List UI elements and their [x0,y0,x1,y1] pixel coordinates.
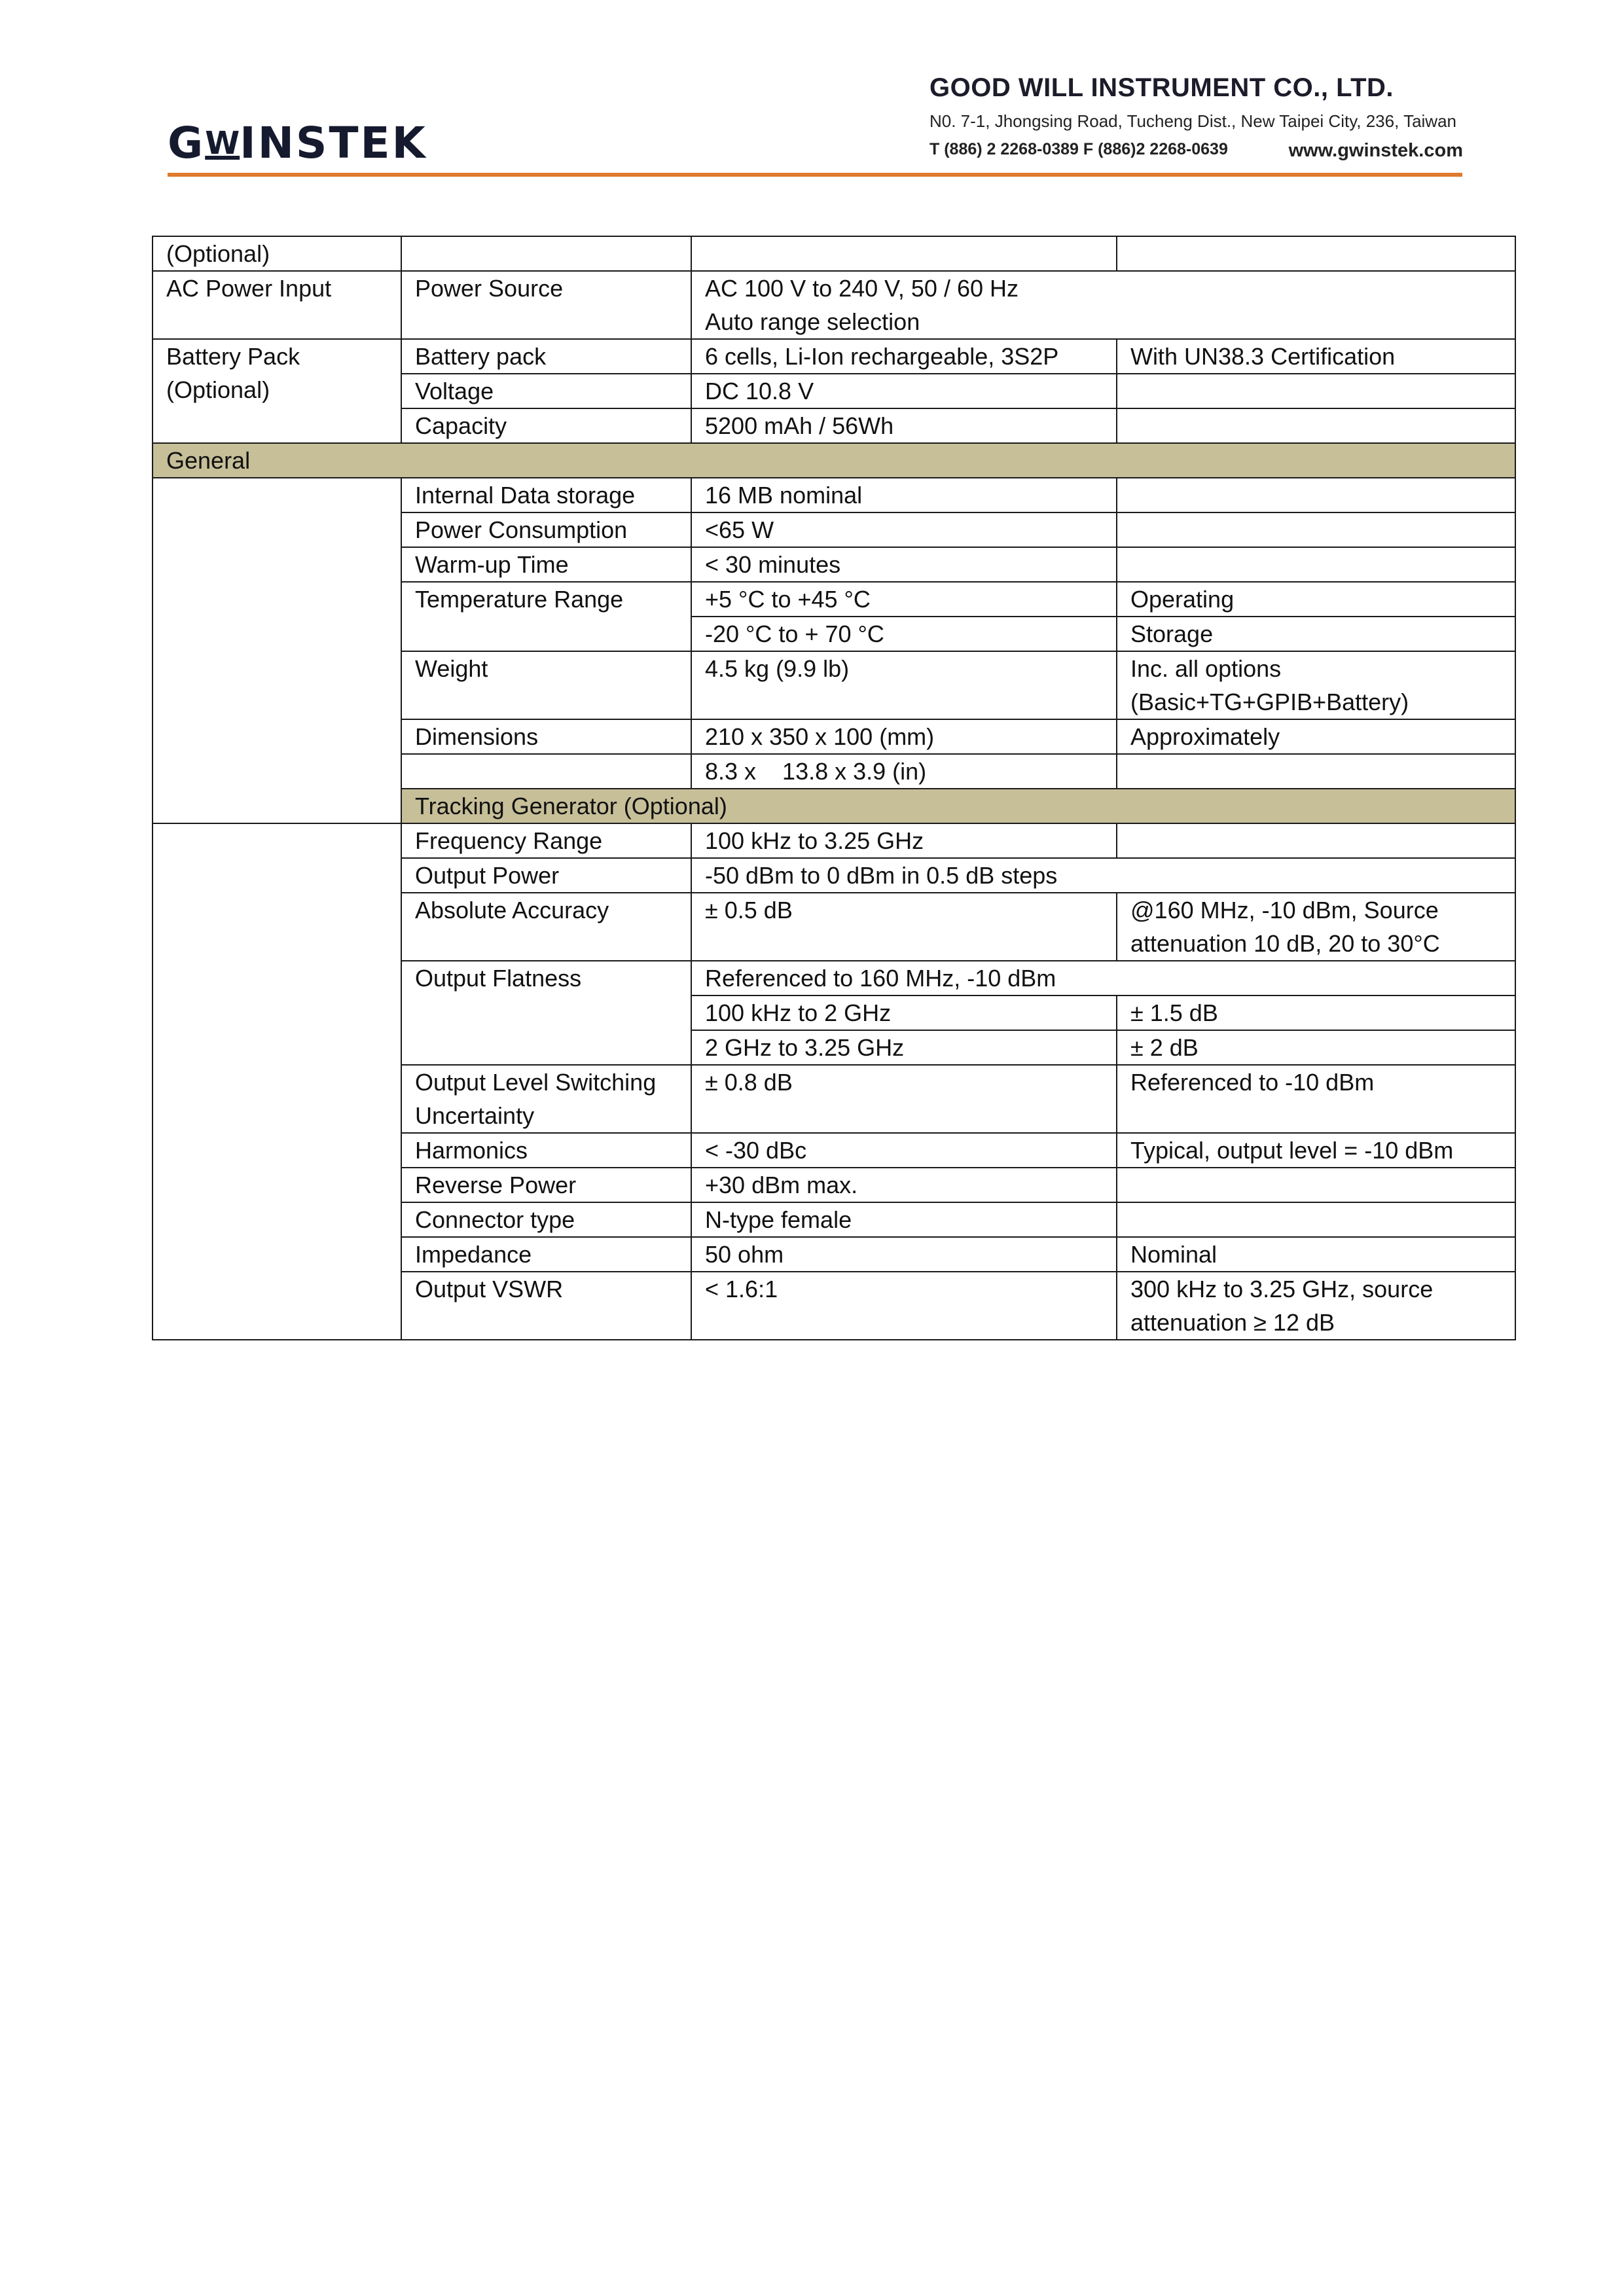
note-cell: ± 2 dB [1117,1030,1515,1065]
section-header-general [153,443,1515,478]
empty-cell [1117,408,1515,443]
param-cell: Dimensions [401,719,691,754]
empty-cell [153,478,401,823]
company-address: N0. 7-1, Jhongsing Road, Tucheng Dist., New Taipei City, 236, Taiwan [929,111,1456,131]
note-cell: Approximately [1117,719,1515,754]
logo-word-instek: INSTEK [240,118,427,168]
param-cell: Harmonics [401,1133,691,1168]
param-line: Output Level Switching [415,1069,657,1096]
logo-letter-w: W [205,125,240,162]
value-cell: 5200 mAh / 56Wh [691,408,1117,443]
param-cell: Temperature Range [401,582,691,651]
empty-cell [1117,547,1515,582]
empty-cell [401,754,691,789]
empty-cell [1117,1168,1515,1202]
empty-cell [401,236,691,271]
value-cell: 8.3 x 13.8 x 3.9 (in) [691,754,1117,789]
logo-letter-g: G [168,118,206,168]
note-line: attenuation 10 dB, 20 to 30°C [1130,930,1440,957]
value-cell: < -30 dBc [691,1133,1117,1168]
param-cell [401,1065,691,1133]
company-name: GOOD WILL INSTRUMENT CO., LTD. [929,73,1394,102]
value-cell: <65 W [691,512,1117,547]
value-cell: < 1.6:1 [691,1272,1117,1340]
param-cell: Capacity [401,408,691,443]
note-cell [1117,651,1515,719]
param-cell: Power Source [401,271,691,339]
table-row [153,271,1515,339]
note-cell [1117,893,1515,961]
empty-cell [691,236,1117,271]
note-line: 300 kHz to 3.25 GHz, source [1130,1276,1434,1302]
note-cell: With UN38.3 Certification [1117,339,1515,374]
param-cell: Impedance [401,1237,691,1272]
value-line: Auto range selection [705,308,920,335]
contact-line [929,140,1463,159]
note-line: @160 MHz, -10 dBm, Source [1130,897,1439,924]
value-cell: N-type female [691,1202,1117,1237]
value-cell [691,271,1515,339]
category-line: (Optional) [166,376,270,403]
value-cell: < 30 minutes [691,547,1117,582]
value-cell: 6 cells, Li-Ion rechargeable, 3S2P [691,339,1117,374]
empty-cell [1117,823,1515,858]
param-cell: Warm-up Time [401,547,691,582]
value-cell: 100 kHz to 3.25 GHz [691,823,1117,858]
note-cell: ± 1.5 dB [1117,996,1515,1030]
param-cell: Connector type [401,1202,691,1237]
spec-table [152,236,1516,1340]
section-title: Tracking Generator (Optional) [401,789,1515,823]
param-cell: Weight [401,651,691,719]
value-cell: -50 dBm to 0 dBm in 0.5 dB steps [691,858,1515,893]
param-cell: Output VSWR [401,1272,691,1340]
note-cell [1117,1272,1515,1340]
param-cell: Internal Data storage [401,478,691,512]
website-link[interactable]: www.gwinstek.com [1288,140,1463,161]
value-cell: 100 kHz to 2 GHz [691,996,1117,1030]
table-row [153,339,1515,374]
param-cell: Frequency Range [401,823,691,858]
category-cell: AC Power Input [153,271,401,339]
note-cell: Storage [1117,617,1515,651]
empty-cell [1117,478,1515,512]
empty-cell [1117,512,1515,547]
section-title: General [153,443,1515,478]
param-cell: Voltage [401,374,691,408]
param-cell: Absolute Accuracy [401,893,691,961]
table-row [153,236,1515,271]
param-line: Uncertainty [415,1102,535,1129]
company-logo [168,118,427,168]
value-cell: 4.5 kg (9.9 lb) [691,651,1117,719]
value-cell: ± 0.8 dB [691,1065,1117,1133]
value-line: AC 100 V to 240 V, 50 / 60 Hz [705,275,1019,302]
value-cell: +5 °C to +45 °C [691,582,1117,617]
empty-cell [1117,374,1515,408]
note-line: (Basic+TG+GPIB+Battery) [1130,689,1409,715]
table-row [153,478,1515,512]
value-cell: 2 GHz to 3.25 GHz [691,1030,1117,1065]
note-cell: Operating [1117,582,1515,617]
table-row [153,823,1515,858]
value-cell: DC 10.8 V [691,374,1117,408]
note-cell: Nominal [1117,1237,1515,1272]
value-cell: ± 0.5 dB [691,893,1117,961]
value-cell: 50 ohm [691,1237,1117,1272]
note-cell: Referenced to -10 dBm [1117,1065,1515,1133]
empty-cell [1117,236,1515,271]
param-cell: Reverse Power [401,1168,691,1202]
param-cell: Power Consumption [401,512,691,547]
category-line: Battery Pack [166,343,300,370]
empty-cell [1117,754,1515,789]
category-cell [153,339,401,443]
phone-fax: T (886) 2 2268-0389 F (886)2 2268-0639 [929,140,1228,158]
header-rule [168,173,1462,177]
note-cell: Typical, output level = -10 dBm [1117,1133,1515,1168]
value-cell: Referenced to 160 MHz, -10 dBm [691,961,1515,996]
note-line: Inc. all options [1130,655,1282,682]
category-cell: (Optional) [153,236,401,271]
value-cell: +30 dBm max. [691,1168,1117,1202]
param-cell: Output Flatness [401,961,691,1065]
empty-cell [153,823,401,1340]
value-cell: 16 MB nominal [691,478,1117,512]
note-line: attenuation ≥ 12 dB [1130,1309,1335,1336]
value-cell: 210 x 350 x 100 (mm) [691,719,1117,754]
value-cell: -20 °C to + 70 °C [691,617,1117,651]
param-cell: Output Power [401,858,691,893]
param-cell: Battery pack [401,339,691,374]
empty-cell [1117,1202,1515,1237]
